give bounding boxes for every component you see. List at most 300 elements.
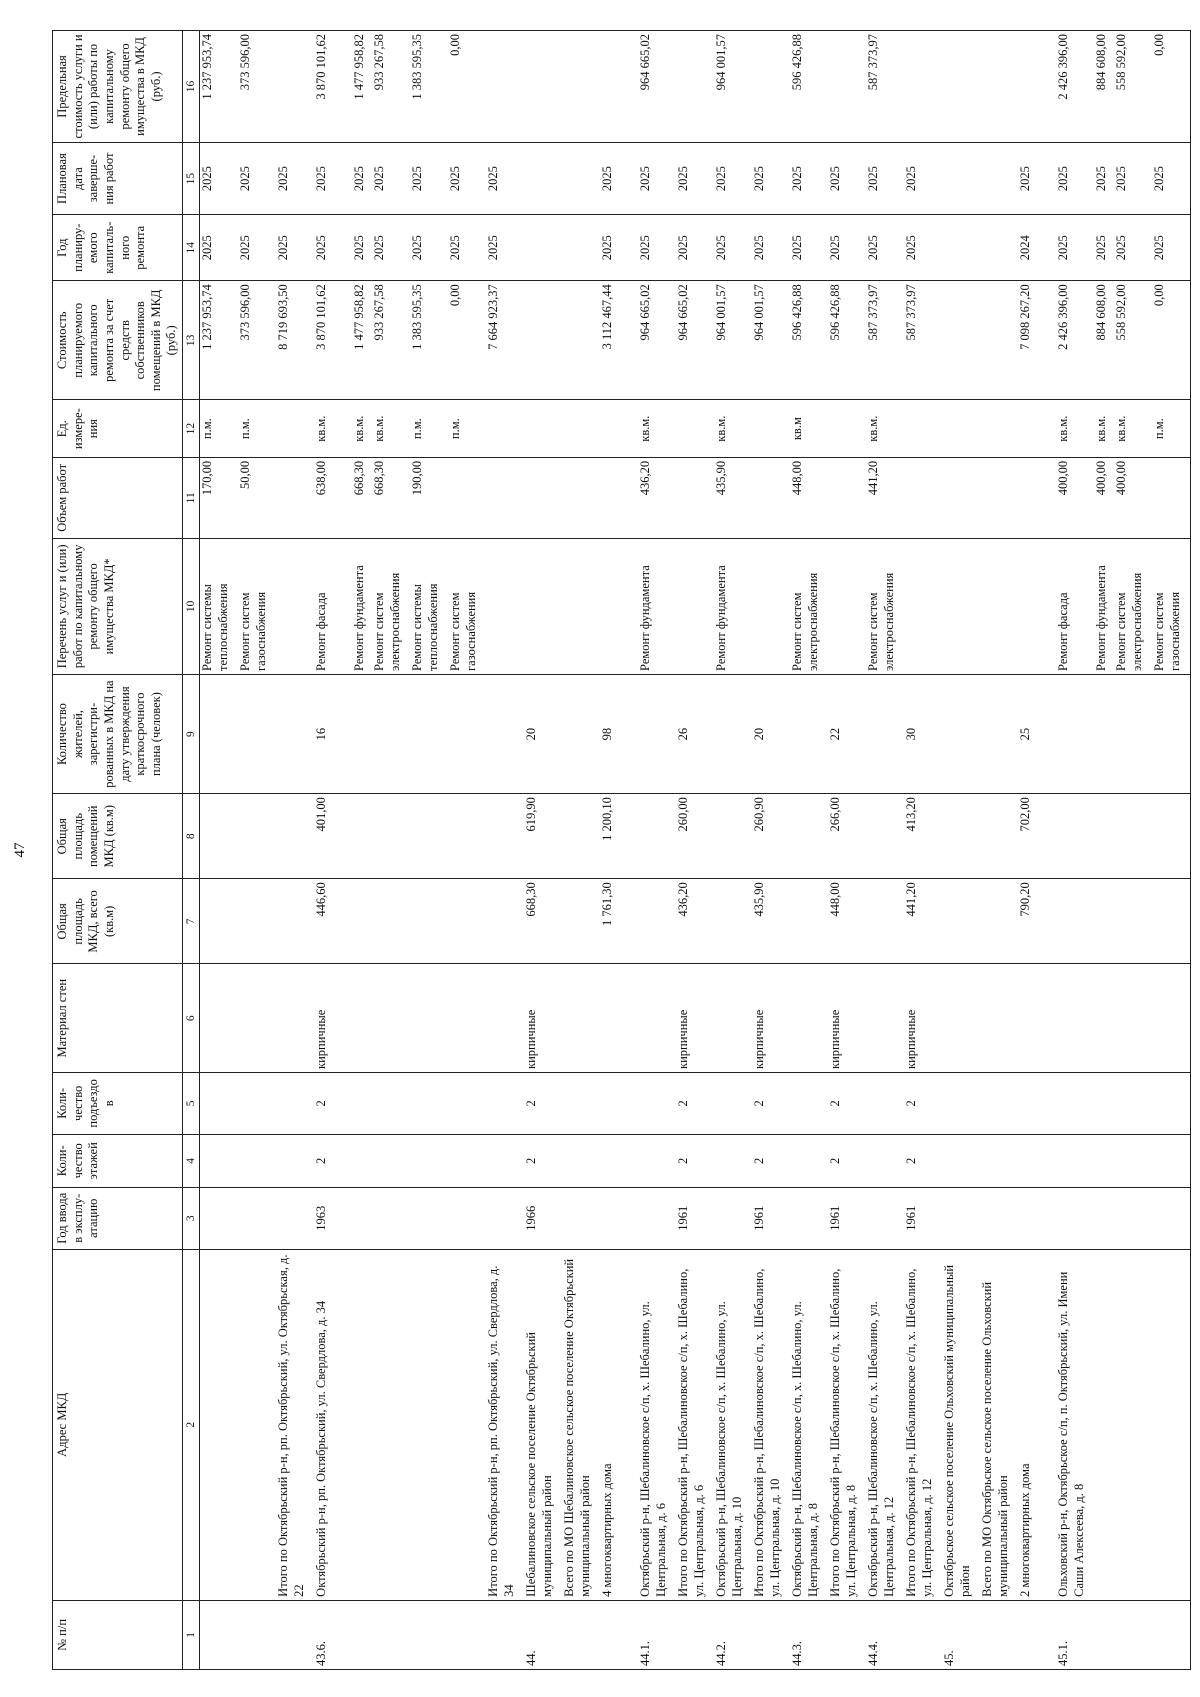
table-cell <box>904 538 942 674</box>
table-cell: 2025 <box>600 215 638 281</box>
column-number: 14 <box>183 215 200 281</box>
table-cell <box>486 31 524 143</box>
table-cell <box>600 1072 638 1134</box>
table-cell: 2025 <box>238 215 276 281</box>
table-cell <box>638 879 676 964</box>
table-cell: 400,00 <box>1056 457 1094 538</box>
table-cell: 2025 <box>828 142 866 214</box>
table-cell: 884 608,00 <box>1094 281 1114 400</box>
table-cell: 964 001,57 <box>714 281 752 400</box>
table-row <box>562 31 600 1670</box>
table-cell: Октябрьский р-н, Шебалиновское с/п, х. Шебалино, ул. Центральная, д. 12 <box>866 1249 904 1600</box>
table-cell: кв.м. <box>866 400 904 457</box>
table-cell <box>238 1187 276 1249</box>
table-cell: 30 <box>904 674 942 793</box>
table-cell: Ремонт систем электроснабжения <box>1114 538 1152 674</box>
table-row <box>1114 31 1152 1670</box>
table-cell: 170,00 <box>200 457 239 538</box>
table-cell: 964 665,02 <box>676 281 714 400</box>
table-cell: 435,90 <box>752 879 790 964</box>
table-cell <box>676 457 714 538</box>
table-cell <box>676 538 714 674</box>
table-cell: 2025 <box>352 142 372 214</box>
table-cell: 3 870 101,62 <box>314 31 352 143</box>
table-cell <box>942 794 980 879</box>
table-cell: 0,00 <box>1152 281 1191 400</box>
table-cell <box>980 674 1018 793</box>
table-cell <box>562 1072 600 1134</box>
table-cell <box>752 457 790 538</box>
table-cell: Ремонт систем электроснабжения <box>790 538 828 674</box>
table-cell: 2025 <box>238 142 276 214</box>
table-cell: 2 <box>904 1134 942 1187</box>
table-cell: 1966 <box>524 1187 562 1249</box>
table-cell: 3 870 101,62 <box>314 281 352 400</box>
table-cell <box>276 31 314 143</box>
table-cell: Шебалиновское сельское поселение Октябрьский муниципальный район <box>524 1249 562 1600</box>
table-cell: 2025 <box>904 142 942 214</box>
table-cell: 2 <box>828 1134 866 1187</box>
table-cell <box>1018 1600 1056 1669</box>
table-cell: 964 001,57 <box>714 31 752 143</box>
table-cell <box>1094 1072 1114 1134</box>
table-cell: Ремонт систем электроснабжения <box>866 538 904 674</box>
table-cell <box>942 674 980 793</box>
table-cell: 587 373,97 <box>866 281 904 400</box>
table-cell: 2025 <box>1152 215 1191 281</box>
table-cell: кирпичные <box>904 964 942 1073</box>
table-row <box>238 31 276 1670</box>
table-row <box>372 31 410 1670</box>
table-cell <box>238 964 276 1073</box>
table-cell: 2 многоквартирных дома <box>1018 1249 1056 1600</box>
table-cell: Октябрьский р-н, Шебалиновское с/п, х. Шебалино, ул. Центральная, д. 8 <box>790 1249 828 1600</box>
table-cell: 2025 <box>1018 142 1056 214</box>
table-cell <box>714 1134 752 1187</box>
table-cell: Всего по МО Октябрьское сельское поселение Ольховский муниципальный район <box>980 1249 1018 1600</box>
table-cell: Ремонт фундамента <box>352 538 372 674</box>
table-cell: Итого по Октябрьский р-н, Шебалиновское с/п, х. Шебалино, ул. Центральная, д. 8 <box>828 1249 866 1600</box>
table-cell <box>638 674 676 793</box>
table-cell <box>276 1600 314 1669</box>
column-number: 7 <box>183 879 200 964</box>
table-cell: 933 267,58 <box>372 281 410 400</box>
table-cell <box>562 457 600 538</box>
table-cell <box>638 1187 676 1249</box>
column-number: 15 <box>183 142 200 214</box>
table-cell <box>980 538 1018 674</box>
table-cell <box>790 1187 828 1249</box>
table-cell: Ремонт фундамента <box>714 538 752 674</box>
table-cell: 44.4. <box>866 1600 904 1669</box>
table-cell <box>1152 964 1191 1073</box>
table-cell: 400,00 <box>1114 457 1152 538</box>
table-cell: 44. <box>524 1600 562 1669</box>
table-cell: 43.6. <box>314 1600 352 1669</box>
table-cell: 2025 <box>314 215 352 281</box>
table-cell <box>600 538 638 674</box>
table-cell: 1 237 953,74 <box>200 281 239 400</box>
header-cell: Количество жителей, зарегистри-рованных в МКД на дату утверждения краткосрочного плана (человек) <box>53 674 183 793</box>
table-cell <box>942 142 980 214</box>
table-cell: 8 719 693,50 <box>276 281 314 400</box>
header-cell: Материал стен <box>53 964 183 1073</box>
table-cell: Ремонт системы теплоснабжения <box>410 538 448 674</box>
table-cell: 790,20 <box>1018 879 1056 964</box>
table-cell <box>562 964 600 1073</box>
repair-plan-table <box>52 30 1191 1670</box>
table-cell <box>714 879 752 964</box>
table-cell <box>904 400 942 457</box>
table-cell <box>1152 674 1191 793</box>
table-cell: 0,00 <box>448 31 486 143</box>
table-cell: кв.м. <box>372 400 410 457</box>
table-row <box>942 31 980 1670</box>
table-cell <box>980 215 1018 281</box>
table-cell: Всего по МО Шебалиновское сельское поселение Октябрьский муниципальный район <box>562 1249 600 1600</box>
table-cell <box>1152 1072 1191 1134</box>
header-cell: Общая площадь МКД, всего (кв.м) <box>53 879 183 964</box>
table-cell <box>790 879 828 964</box>
table-cell <box>352 674 372 793</box>
table-cell <box>352 1187 372 1249</box>
table-cell: 0,00 <box>1152 31 1191 143</box>
table-cell <box>1094 1134 1114 1187</box>
table-cell: кв.м. <box>314 400 352 457</box>
table-cell: 22 <box>828 674 866 793</box>
table-cell: 2025 <box>1114 215 1152 281</box>
table-cell <box>1114 1187 1152 1249</box>
column-number: 1 <box>183 1600 200 1669</box>
table-cell: 98 <box>600 674 638 793</box>
table-cell <box>676 1600 714 1669</box>
table-cell <box>200 1134 239 1187</box>
table-cell <box>372 1134 410 1187</box>
table-cell: 2 <box>676 1072 714 1134</box>
table-cell: 1961 <box>752 1187 790 1249</box>
table-cell <box>200 1187 239 1249</box>
table-cell <box>600 457 638 538</box>
table-cell <box>448 1072 486 1134</box>
table-cell: 7 664 923,37 <box>486 281 524 400</box>
table-cell: Ремонт фасада <box>314 538 352 674</box>
column-number: 4 <box>183 1134 200 1187</box>
table-cell <box>486 1134 524 1187</box>
table-cell <box>1114 674 1152 793</box>
table-cell: 3 112 467,44 <box>600 281 638 400</box>
table-cell <box>486 1072 524 1134</box>
table-row <box>448 31 486 1670</box>
table-cell: Итого по Октябрьский р-н, рп. Октябрьский, ул. Октябрьская, д. 22 <box>276 1249 314 1600</box>
table-cell <box>942 281 980 400</box>
table-cell: п.м. <box>200 400 239 457</box>
table-cell <box>714 674 752 793</box>
table-cell <box>372 1187 410 1249</box>
table-body <box>200 31 1191 1670</box>
table-cell <box>200 879 239 964</box>
table-cell: 2025 <box>276 142 314 214</box>
table-cell <box>600 964 638 1073</box>
table-cell: 2024 <box>1018 215 1056 281</box>
table-cell <box>904 457 942 538</box>
table-container <box>52 30 1182 1670</box>
table-row <box>752 31 790 1670</box>
table-cell: 2025 <box>638 215 676 281</box>
table-cell <box>352 1072 372 1134</box>
table-cell: 1 383 595,35 <box>410 31 448 143</box>
table-cell: 587 373,97 <box>904 281 942 400</box>
table-cell <box>372 1072 410 1134</box>
table-cell <box>524 215 562 281</box>
table-cell <box>1152 879 1191 964</box>
table-cell <box>1018 1134 1056 1187</box>
table-cell <box>448 1187 486 1249</box>
table-cell <box>276 1134 314 1187</box>
header-cell: Объем работ <box>53 457 183 538</box>
table-cell <box>866 964 904 1073</box>
table-cell: кирпичные <box>676 964 714 1073</box>
table-cell <box>600 31 638 143</box>
table-cell <box>1152 457 1191 538</box>
table-cell <box>828 400 866 457</box>
table-cell: 2025 <box>448 142 486 214</box>
table-cell <box>980 1600 1018 1669</box>
table-row <box>828 31 866 1670</box>
table-cell: 933 267,58 <box>372 31 410 143</box>
table-row <box>276 31 314 1670</box>
table-cell: 2025 <box>828 215 866 281</box>
table-cell <box>638 1134 676 1187</box>
table-cell: 2 426 396,00 <box>1056 31 1094 143</box>
table-cell: 26 <box>676 674 714 793</box>
table-cell: 558 592,00 <box>1114 281 1152 400</box>
table-cell: 2025 <box>410 142 448 214</box>
table-cell <box>562 281 600 400</box>
table-cell: 2025 <box>752 142 790 214</box>
table-cell <box>200 1249 239 1600</box>
table-row <box>866 31 904 1670</box>
header-cell: Общая площадь помещений МКД (кв.м) <box>53 794 183 879</box>
table-cell: 2 <box>752 1072 790 1134</box>
table-cell: 190,00 <box>410 457 448 538</box>
table-cell: 45. <box>942 1600 980 1669</box>
table-row <box>714 31 752 1670</box>
table-cell <box>200 964 239 1073</box>
table-cell <box>790 1134 828 1187</box>
table-row <box>1018 31 1056 1670</box>
table-cell: Ремонт системы теплоснабжения <box>200 538 239 674</box>
table-cell: 401,00 <box>314 794 352 879</box>
table-cell <box>448 1600 486 1669</box>
table-cell <box>372 879 410 964</box>
table-cell <box>372 1600 410 1669</box>
table-cell <box>1056 1072 1094 1134</box>
table-cell: 2025 <box>1056 215 1094 281</box>
table-cell: Октябрьский р-н, рп. Октябрьский, ул. Свердлова, д. 34 <box>314 1249 352 1600</box>
table-cell <box>238 674 276 793</box>
table-cell: 619,90 <box>524 794 562 879</box>
table-cell: 44.1. <box>638 1600 676 1669</box>
table-cell: 2025 <box>790 215 828 281</box>
table-cell <box>448 794 486 879</box>
table-cell: 4 многоквартирных дома <box>600 1249 638 1600</box>
table-cell: 884 608,00 <box>1094 31 1114 143</box>
table-cell <box>562 215 600 281</box>
table-cell: 2025 <box>866 215 904 281</box>
table-cell <box>980 457 1018 538</box>
table-cell <box>1018 400 1056 457</box>
table-cell: 2 <box>676 1134 714 1187</box>
table-cell: 446,60 <box>314 879 352 964</box>
table-cell: 2025 <box>638 142 676 214</box>
table-cell: 260,90 <box>752 794 790 879</box>
table-cell <box>942 31 980 143</box>
table-cell: 400,00 <box>1094 457 1114 538</box>
table-cell <box>942 1134 980 1187</box>
table-cell <box>352 794 372 879</box>
table-cell <box>448 674 486 793</box>
table-cell <box>676 400 714 457</box>
table-cell: 2025 <box>410 215 448 281</box>
table-cell: 50,00 <box>238 457 276 538</box>
table-cell: 2025 <box>714 215 752 281</box>
table-cell <box>276 674 314 793</box>
table-cell: 2025 <box>352 215 372 281</box>
table-cell <box>562 31 600 143</box>
table-cell <box>410 1134 448 1187</box>
header-cell: № п/п <box>53 1600 183 1669</box>
table-cell <box>486 964 524 1073</box>
table-cell: 2025 <box>314 142 352 214</box>
table-cell: кв.м <box>790 400 828 457</box>
table-cell: Ремонт систем газоснабжения <box>238 538 276 674</box>
table-cell <box>942 400 980 457</box>
table-cell: 2025 <box>1114 142 1152 214</box>
table-cell <box>828 457 866 538</box>
table-cell <box>1114 964 1152 1073</box>
table-cell: 25 <box>1018 674 1056 793</box>
table-cell: Октябрьское сельское поселение Ольховский муниципальный район <box>942 1249 980 1600</box>
table-cell <box>1018 964 1056 1073</box>
table-cell <box>790 964 828 1073</box>
table-cell: 2 <box>314 1134 352 1187</box>
table-cell <box>1056 1134 1094 1187</box>
table-cell <box>486 457 524 538</box>
table-cell: кв.м. <box>1094 400 1114 457</box>
table-cell: 2025 <box>372 215 410 281</box>
table-cell: 964 001,57 <box>752 281 790 400</box>
table-cell <box>1114 1600 1152 1669</box>
table-cell <box>752 1600 790 1669</box>
table-cell <box>676 31 714 143</box>
table-cell <box>1018 457 1056 538</box>
table-cell: Итого по Октябрьский р-н, рп. Октябрьский, ул. Свердлова, д. 34 <box>486 1249 524 1600</box>
table-cell: 2025 <box>1056 142 1094 214</box>
table-cell: 2025 <box>1094 215 1114 281</box>
table-cell <box>942 879 980 964</box>
table-cell <box>752 31 790 143</box>
table-cell: Ольховский р-н, Октябрьское с/п, п. Октябрьский, ул. Имени Саши Алексеева, д. 8 <box>1056 1249 1094 1600</box>
table-cell <box>752 538 790 674</box>
table-cell <box>980 794 1018 879</box>
table-cell <box>1018 1072 1056 1134</box>
table-cell <box>200 1600 239 1669</box>
table-cell <box>790 794 828 879</box>
table-row <box>1056 31 1094 1670</box>
table-cell <box>980 1134 1018 1187</box>
table-cell <box>1114 794 1152 879</box>
table-cell <box>276 879 314 964</box>
table-cell <box>790 1072 828 1134</box>
table-cell: 2025 <box>1152 142 1191 214</box>
table-cell <box>562 538 600 674</box>
table-cell <box>1094 879 1114 964</box>
table-cell: 638,00 <box>314 457 352 538</box>
table-cell <box>942 215 980 281</box>
table-cell <box>980 1072 1018 1134</box>
table-cell <box>866 1072 904 1134</box>
header-cell: Перечень услуг и (или) работ по капитальному ремонту общего имущества МКД* <box>53 538 183 674</box>
table-cell <box>866 1134 904 1187</box>
table-row <box>676 31 714 1670</box>
table-cell: 441,20 <box>904 879 942 964</box>
table-cell <box>486 674 524 793</box>
column-number: 6 <box>183 964 200 1073</box>
table-cell <box>410 1187 448 1249</box>
table-cell: 2 <box>828 1072 866 1134</box>
table-row <box>638 31 676 1670</box>
table-cell: 2 <box>524 1134 562 1187</box>
column-number: 11 <box>183 457 200 538</box>
table-cell: Итого по Октябрьский р-н, Шебалиновское с/п, х. Шебалино, ул. Центральная, д. 12 <box>904 1249 942 1600</box>
table-cell: Ремонт фасада <box>1056 538 1094 674</box>
table-cell <box>276 794 314 879</box>
table-cell <box>1152 794 1191 879</box>
table-cell <box>638 794 676 879</box>
table-cell <box>866 1187 904 1249</box>
table-cell: 2025 <box>790 142 828 214</box>
table-cell <box>276 538 314 674</box>
table-cell <box>1018 538 1056 674</box>
table-cell: кв.м. <box>1114 400 1152 457</box>
table-cell <box>524 400 562 457</box>
column-number: 2 <box>183 1249 200 1600</box>
table-cell: 668,30 <box>372 457 410 538</box>
table-cell: 373 596,00 <box>238 31 276 143</box>
column-number: 9 <box>183 674 200 793</box>
table-cell <box>372 964 410 1073</box>
table-cell <box>1094 1187 1114 1249</box>
table-cell <box>1152 1187 1191 1249</box>
table-cell <box>1152 1249 1191 1600</box>
table-cell <box>276 964 314 1073</box>
table-cell: 2 426 396,00 <box>1056 281 1094 400</box>
table-cell <box>980 879 1018 964</box>
table-cell <box>524 281 562 400</box>
table-cell <box>866 794 904 879</box>
table-cell <box>942 1072 980 1134</box>
table-cell <box>1056 674 1094 793</box>
table-cell <box>200 1072 239 1134</box>
table-cell <box>1094 674 1114 793</box>
table-cell <box>828 538 866 674</box>
header-cell: Год планиру-емого капиталь-ного ремонта <box>53 215 183 281</box>
table-cell: 702,00 <box>1018 794 1056 879</box>
table-cell: 1 200,10 <box>600 794 638 879</box>
table-cell <box>562 1187 600 1249</box>
table-cell: 558 592,00 <box>1114 31 1152 143</box>
table-cell <box>372 794 410 879</box>
